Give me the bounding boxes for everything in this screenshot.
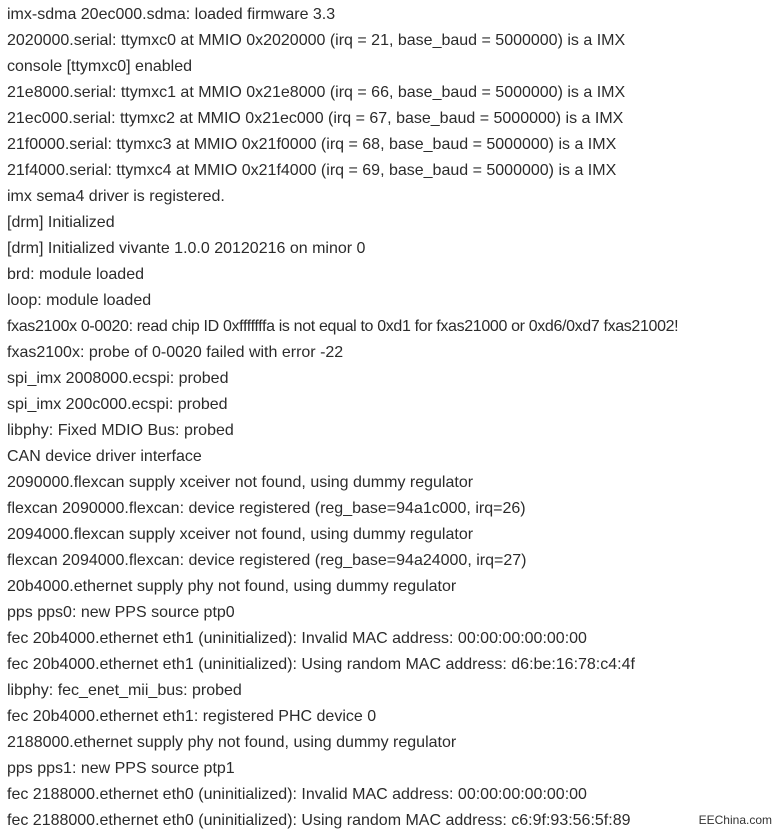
log-line: 21f4000.serial: ttymxc4 at MMIO 0x21f4000 (irq = 69, base_baud = 5000000) is a IMX (7, 162, 617, 179)
log-line: 21e8000.serial: ttymxc1 at MMIO 0x21e8000 (irq = 66, base_baud = 5000000) is a IMX (7, 84, 626, 101)
log-line: loop: module loaded (7, 292, 152, 309)
log-line: libphy: Fixed MDIO Bus: probed (7, 422, 234, 439)
log-line: spi_imx 200c000.ecspi: probed (7, 396, 228, 413)
log-line: flexcan 2090000.flexcan: device registered (reg_base=94a1c000, irq=26) (7, 500, 526, 517)
log-line: flexcan 2094000.flexcan: device registered (reg_base=94a24000, irq=27) (7, 552, 527, 569)
log-line: imx sema4 driver is registered. (7, 188, 225, 205)
log-line: pps pps0: new PPS source ptp0 (7, 604, 235, 621)
log-line: 2020000.serial: ttymxc0 at MMIO 0x2020000 (irq = 21, base_baud = 5000000) is a IMX (7, 32, 626, 49)
log-line: 2094000.flexcan supply xceiver not found, using dummy regulator (7, 526, 474, 543)
log-line: fec 20b4000.ethernet eth1 (uninitialized): Using random MAC address: d6:be:16:78:c4:4f (7, 656, 635, 673)
log-line: spi_imx 2008000.ecspi: probed (7, 370, 229, 387)
log-line: fec 2188000.ethernet eth0 (uninitialized): Invalid MAC address: 00:00:00:00:00:00 (7, 786, 587, 803)
log-line: libphy: fec_enet_mii_bus: probed (7, 682, 242, 699)
log-line: brd: module loaded (7, 266, 144, 283)
log-line: 21f0000.serial: ttymxc3 at MMIO 0x21f0000 (irq = 68, base_baud = 5000000) is a IMX (7, 136, 617, 153)
log-line: fxas2100x: probe of 0-0020 failed with error -22 (7, 344, 344, 361)
log-line: fec 20b4000.ethernet eth1: registered PHC device 0 (7, 708, 377, 725)
log-line: CAN device driver interface (7, 448, 202, 465)
kernel-log (7, 2, 780, 834)
log-line: [drm] Initialized (7, 214, 115, 231)
log-line: [drm] Initialized vivante 1.0.0 20120216 on minor 0 (7, 240, 366, 257)
watermark: EEChina.com (698, 813, 772, 827)
log-line: 20b4000.ethernet supply phy not found, using dummy regulator (7, 578, 457, 595)
log-line: 2188000.ethernet supply phy not found, using dummy regulator (7, 734, 457, 751)
log-line: fec 2188000.ethernet eth0 (uninitialized): Using random MAC address: c6:9f:93:56:5f:89 (7, 812, 631, 829)
log-line: fxas2100x 0-0020: read chip ID 0xfffffffa is not equal to 0xd1 for fxas21000 or 0xd6/0xd7 fxas21002! (7, 318, 679, 335)
log-line: 2090000.flexcan supply xceiver not found, using dummy regulator (7, 474, 474, 491)
log-line: imx-sdma 20ec000.sdma: loaded firmware 3.3 (7, 6, 336, 23)
log-line: fec 20b4000.ethernet eth1 (uninitialized): Invalid MAC address: 00:00:00:00:00:00 (7, 630, 587, 647)
log-line: console [ttymxc0] enabled (7, 58, 192, 75)
log-line: 21ec000.serial: ttymxc2 at MMIO 0x21ec000 (irq = 67, base_baud = 5000000) is a IMX (7, 110, 624, 127)
log-line: pps pps1: new PPS source ptp1 (7, 760, 235, 777)
